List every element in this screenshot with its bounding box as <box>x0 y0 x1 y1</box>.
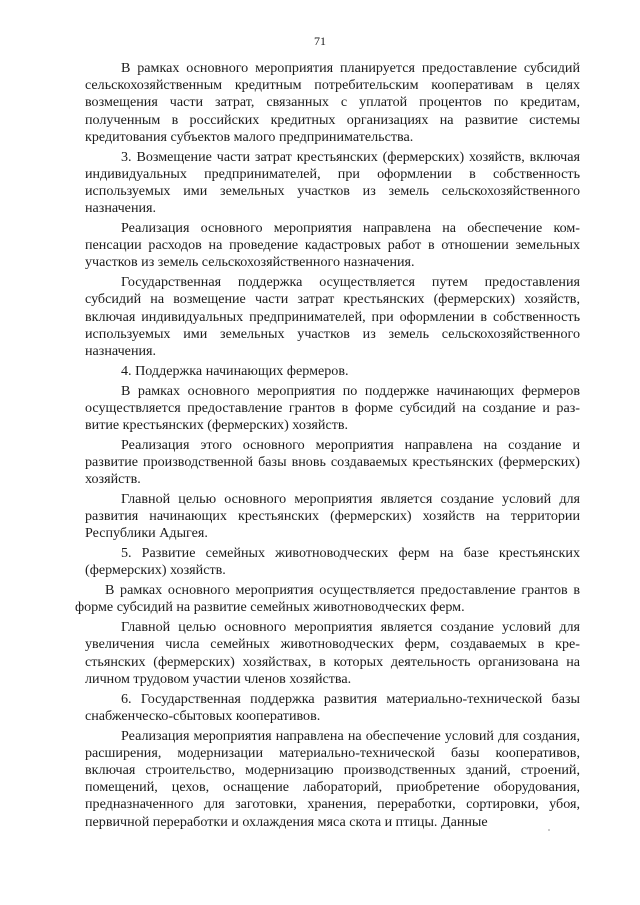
paragraph-novice-farmers-grants: В рамках основного мероприятия по поддержке начинающих фермеров осуществляется предоставление грантов в форме субсидий на создание и развитие крестьянских (фермерских) хозяйств. <box>85 382 580 434</box>
paragraph-state-support-subsidies: Государственная поддержка осуществляется путем предоставления субсидий на возмещение части затрат крестьянских (фермерских) хозяйств, включая индивидуальных предпринимателей, при оформлении в собственность используемых ими земельных участков из земель сельскохозяйственного назначения. <box>85 274 580 360</box>
paragraph-family-farms-grants: В рамках основного мероприятия осуществляется предоставление грантов в форме субсидий на развитие семейных животноводческих ферм. <box>75 582 580 616</box>
document-body <box>75 60 580 833</box>
page-number: 71 <box>314 34 326 48</box>
paragraph-credit-cooperatives: В рамках основного мероприятия планируется предоставление субсидий сельскохозяйственным кредитным потребительским кооперативам в целях возмещения части затрат, связанных с уплатой процентов по кредитам, полученным в российских кредитных организациях на развитие системы кредитования субъектов малого предпринимательства. <box>85 60 580 145</box>
paragraph-item-4-heading: 4. Поддержка начинающих фермеров. <box>121 362 349 379</box>
paragraph-item-5-heading: 5. Развитие семейных животноводческих ферм на базе крестьянских (фермерских) хозяйств. <box>85 545 580 579</box>
paragraph-item-3-heading: 3. Возмещение части затрат крестьянских (фермерских) хозяйств, включая индивидуальных предпринимателей, при оформлении в собственность используемых ими земельных участков из земель сельскохозяйственного назначения. <box>85 148 580 217</box>
paragraph-production-base: Реализация этого основного мероприятия направлена на создание и развитие производственной базы вновь создаваемых крестьянских (фермерских) хозяйств. <box>85 436 580 488</box>
scan-speck <box>548 829 550 831</box>
paragraph-item-6-heading: 6. Государственная поддержка развития материально-технической базы снабженческо-сбытовых кооперативов. <box>85 690 580 724</box>
paragraph-cadastral-works: Реализация основного мероприятия направлена на обеспечение компенсации расходов на проведение кадастровых работ в отношении земельных участков из земель сельскохозяйственного назначения. <box>85 220 580 271</box>
paragraph-main-goal-family: Главной целью основного мероприятия является создание условий для увеличения числа семейных животноводческих ферм, создаваемых в крестьянских (фермерских) хозяйствах, в которых деятельность организована на личном трудовом участии членов хозяйства. <box>85 619 580 687</box>
paragraph-cooperatives-base: Реализация мероприятия направлена на обеспечение условий для создания, расширения, модернизации материально-технической базы кооперативов, включая строительство, модернизацию производственных зданий, строений, помещений, цехов, оснащение лабораторий, приобретение оборудования, предназначенного для заготовки, хранения, переработки, сортировки, убоя, первичной переработки и охлаждения мяса скота и птицы. Данные <box>85 727 580 830</box>
paragraph-main-goal-novice: Главной целью основного мероприятия является создание условий для развития начинающих крестьянских (фермерских) хозяйств на территории Республики Адыгея. <box>85 491 580 542</box>
